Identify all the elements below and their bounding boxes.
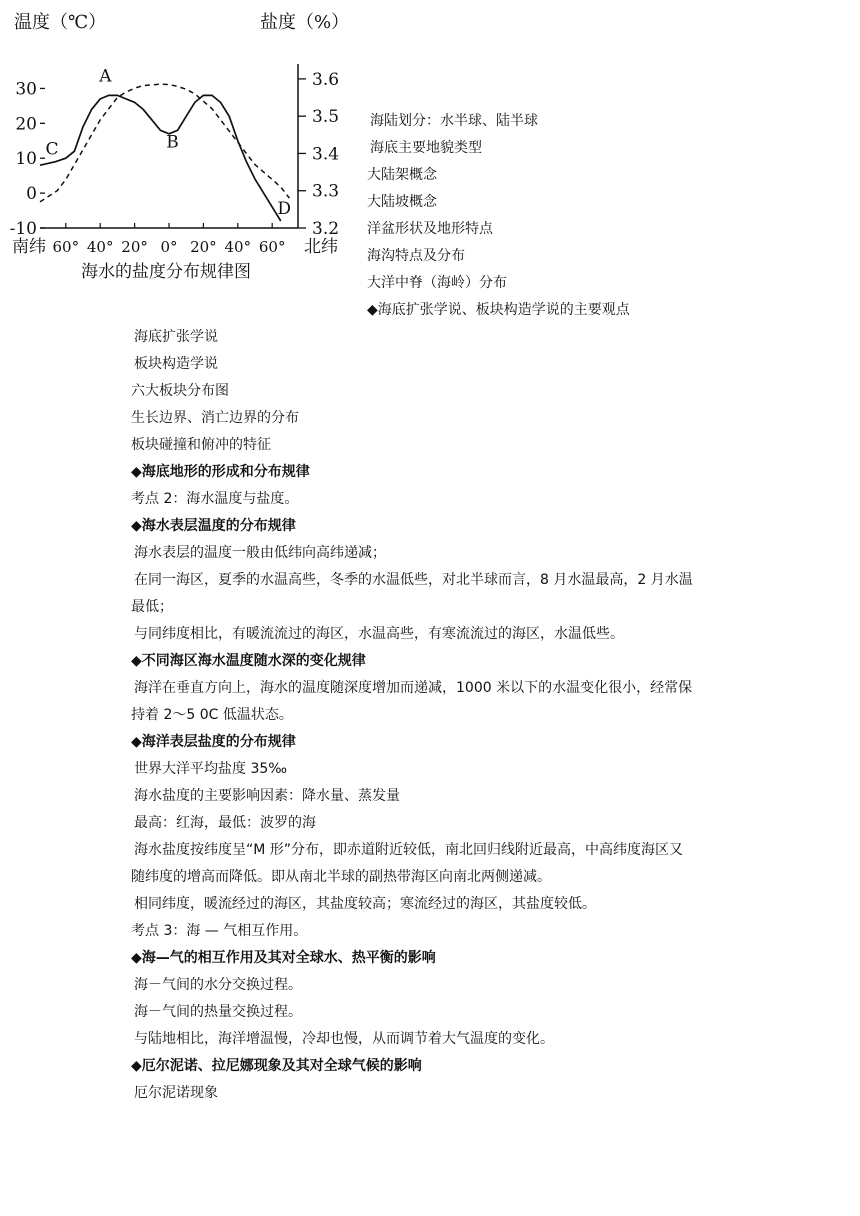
x-tick-label: 40° [86,238,114,256]
body-line: 海水盐度按纬度呈“M 形”分布，即赤道附近较低，南北回归线附近最高，中高纬度海区又 [134,842,684,858]
text-line-seafloor-landforms: 海底主要地貌类型 [370,140,482,156]
y-right-tick-label: 3.2 [312,219,340,239]
chart-svg [4,2,354,292]
x-tick-label: 20° [121,238,148,256]
body-line: 相同纬度，暖流经过的海区，其盐度较高；寒流经过的海区，其盐度较低。 [134,896,596,912]
text-line-mid-ocean-ridge: 大洋中脊（海岭）分布 [367,275,507,291]
y-right-tick-label: 3.6 [312,69,340,90]
body-line: 与陆地相比，海洋增温慢，冷却也慢，从而调节着大气温度的变化。 [134,1031,554,1047]
exam-point-heading: 考点 2：海水温度与盐度。 [131,491,299,507]
section-heading: ◆海—气的相互作用及其对全球水、热平衡的影响 [131,950,436,966]
section-heading: ◆不同海区海水温度随水深的变化规律 [131,653,366,669]
body-line: 最高：红海，最低：波罗的海 [134,815,316,831]
section-heading: ◆海水表层温度的分布规律 [131,518,296,534]
text-line-ocean-basin: 洋盆形状及地形特点 [367,221,493,237]
body-line: 世界大洋平均盐度 35‰ [134,761,288,777]
body-line: 海洋在垂直方向上，海水的温度随深度增加而递减，1000 米以下的水温变化很小，经常保 [134,680,693,696]
x-axis-south-label: 南纬 [12,237,46,257]
text-line-heading-plate-tectonics: ◆海底扩张学说、板块构造学说的主要观点 [367,302,630,318]
section-heading: ◆厄尔泥诺、拉尼娜现象及其对全球气候的影响 [131,1058,422,1074]
point-label-b: B [166,132,179,153]
text-line-continental-shelf: 大陆架概念 [367,167,437,183]
body-line: 在同一海区，夏季的水温高些，冬季的水温低些，对北半球而言，8 月水温最高，2 月水温 [134,572,693,588]
text-line-sea-land-division: 海陆划分：水半球、陆半球 [370,113,538,129]
salinity-temperature-chart [4,2,354,292]
y-right-tick-label: 3.3 [312,181,340,202]
y-left-tick-label: 30 [15,79,37,100]
x-axis-north-label: 北纬 [304,237,338,257]
point-label-a: A [99,66,112,87]
body-line: 厄尔泥诺现象 [134,1085,218,1101]
body-line: 板块碰撞和俯冲的特征 [131,437,271,453]
y-right-axis-title: 盐度（%） [260,12,350,33]
x-tick-label: 20° [190,238,217,256]
y-right-tick-label: 3.4 [312,144,340,165]
y-left-tick-label: -10 [9,219,37,239]
point-label-d: D [277,199,292,220]
body-line: 海水盐度的主要影响因素：降水量、蒸发量 [134,788,400,804]
point-label-c: C [45,139,59,160]
y-left-axis-title: 温度（℃） [14,12,107,33]
exam-point-heading: 考点 3：海 — 气相互作用。 [131,923,308,939]
body-line: 与同纬度相比，有暖流流过的海区，水温高些，有寒流流过的海区，水温低些。 [134,626,624,642]
body-line: 随纬度的增高而降低。即从南北半球的副热带海区向南北两侧递减。 [131,869,551,885]
y-left-tick-label: 0 [26,184,37,205]
text-line-continental-slope: 大陆坡概念 [367,194,437,210]
body-line: 六大板块分布图 [131,383,229,399]
y-left-tick-label: 10 [15,149,37,170]
body-line: 海底扩张学说 [134,329,218,345]
chart-title: 海水的盐度分布规律图 [81,262,251,282]
body-line: 最低； [131,599,173,615]
body-line: 海－气间的水分交换过程。 [134,977,302,993]
body-line: 生长边界、消亡边界的分布 [131,410,299,426]
x-tick-label: 60° [258,238,286,256]
text-line-trench: 海沟特点及分布 [367,248,465,264]
y-left-tick-label: 20 [15,114,37,135]
x-tick-label: 40° [224,238,252,256]
body-line: 板块构造学说 [134,356,218,372]
temperature-series-line [40,95,281,221]
x-tick-label: 0° [160,238,178,256]
section-heading: ◆海洋表层盐度的分布规律 [131,734,296,750]
body-line: 海－气间的热量交换过程。 [134,1004,302,1020]
y-right-tick-label: 3.5 [312,107,340,128]
body-line: 持着 2～5 0C 低温状态。 [131,707,293,723]
section-heading: ◆海底地形的形成和分布规律 [131,464,310,480]
x-tick-label: 60° [52,238,80,256]
body-line: 海水表层的温度一般由低纬向高纬递减； [134,545,386,561]
